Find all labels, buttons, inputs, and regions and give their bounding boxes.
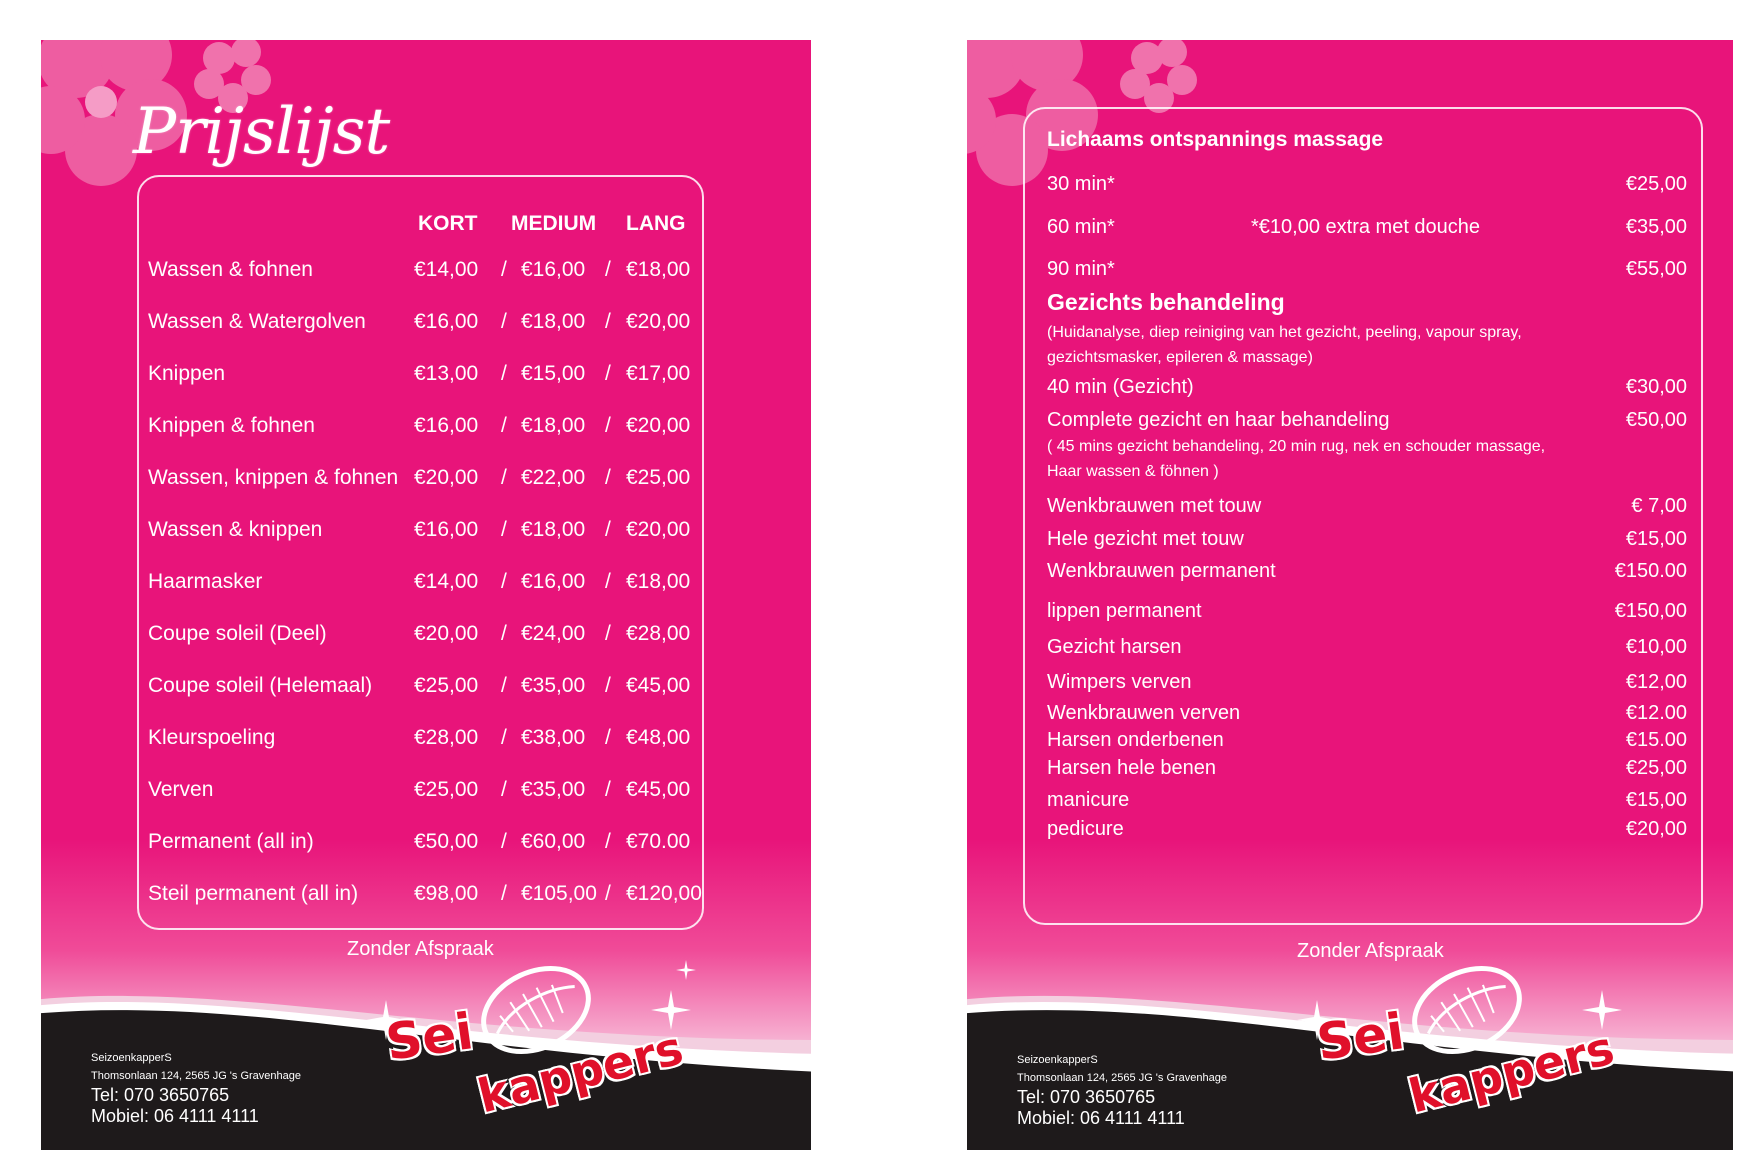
price-kort: €50,00 (414, 830, 479, 853)
price-separator: / (501, 362, 507, 385)
service-item-name: Wenkbrauwen met touw (1047, 495, 1262, 517)
price-medium: €22,00 (521, 466, 586, 489)
price-separator: / (605, 518, 611, 541)
price-row (148, 882, 708, 912)
service-item-name: Wenkbrauwen permanent (1047, 560, 1276, 582)
price-separator: / (605, 622, 611, 645)
service-item-price: €12,00 (1625, 671, 1687, 693)
walk-in-note: Zonder Afspraak (347, 938, 494, 960)
facial-heading: Gezichts behandeling (1047, 289, 1285, 315)
price-separator: / (605, 882, 611, 905)
service-name: Verven (148, 778, 214, 801)
price-medium: €16,00 (521, 570, 586, 593)
service-name: Knippen (148, 362, 226, 385)
price-lang: €20,00 (626, 414, 691, 437)
facial-item-description (1047, 434, 1545, 484)
price-table-frame (137, 175, 704, 930)
facial-item-price: €50,00 (1625, 409, 1687, 431)
contact-block (91, 1052, 301, 1127)
price-kort: €25,00 (414, 778, 479, 801)
logo-word-sei: Sei (1313, 1002, 1408, 1072)
price-separator: / (605, 258, 611, 281)
telephone: Tel: 070 3650765 (1017, 1087, 1156, 1107)
massage-item (1047, 258, 1687, 281)
service-name: Permanent (all in) (148, 830, 314, 853)
price-medium: €35,00 (521, 778, 586, 801)
service-item (1047, 495, 1687, 518)
price-row (148, 570, 708, 600)
price-separator: / (501, 466, 507, 489)
price-kort: €25,00 (414, 674, 479, 697)
facial-description (1047, 320, 1522, 370)
facial-item (1047, 376, 1687, 399)
service-item-name: lippen permanent (1047, 600, 1202, 622)
service-item (1047, 528, 1687, 551)
massage-item (1047, 216, 1687, 239)
facial-description-line: gezichtsmasker, epileren & massage) (1047, 349, 1313, 366)
column-header-lang: LANG (626, 212, 686, 235)
price-kort: €98,00 (414, 882, 479, 905)
price-row (148, 830, 708, 860)
price-separator: / (501, 518, 507, 541)
price-kort: €13,00 (414, 362, 479, 385)
service-item-price: €15.00 (1625, 729, 1687, 751)
service-name: Steil permanent (all in) (148, 882, 359, 905)
price-lang: €70.00 (626, 830, 691, 853)
service-item-price: €25,00 (1625, 757, 1687, 779)
facial-item-description-line: ( 45 mins gezicht behandeling, 20 min rug, nek en schouder massage, (1047, 438, 1546, 455)
price-separator: / (605, 414, 611, 437)
service-item-name: Hele gezicht met touw (1047, 528, 1244, 550)
service-item-name: Wimpers verven (1047, 671, 1192, 693)
price-separator: / (501, 830, 507, 853)
price-row (148, 622, 708, 652)
facial-description-line: (Huidanalyse, diep reiniging van het gezicht, peeling, vapour spray, (1047, 324, 1522, 341)
price-separator: / (501, 726, 507, 749)
service-name: Wassen & knippen (148, 518, 323, 541)
price-separator: / (605, 674, 611, 697)
price-separator: / (605, 466, 611, 489)
facial-item-name: Complete gezicht en haar behandeling (1047, 409, 1390, 431)
service-item (1047, 560, 1687, 583)
service-item-price: €150.00 (1614, 560, 1687, 582)
service-item-name: pedicure (1047, 818, 1124, 840)
price-medium: €24,00 (521, 622, 586, 645)
price-separator: / (501, 778, 507, 801)
massage-item-price: €25,00 (1625, 173, 1687, 195)
price-medium: €15,00 (521, 362, 586, 385)
price-row (148, 362, 708, 392)
service-item-name: Harsen hele benen (1047, 757, 1217, 779)
service-item-name: Gezicht harsen (1047, 636, 1182, 658)
service-name: Coupe soleil (Helemaal) (148, 674, 373, 697)
logo-word-kappers: kappers (1403, 1020, 1620, 1124)
price-medium: €18,00 (521, 310, 586, 333)
price-separator: / (605, 830, 611, 853)
price-lang: €28,00 (626, 622, 691, 645)
service-name: Kleurspoeling (148, 726, 276, 749)
price-separator: / (605, 570, 611, 593)
price-row (148, 466, 708, 496)
service-item (1047, 789, 1687, 812)
price-medium: €18,00 (521, 414, 586, 437)
service-name: Wassen, knippen & fohnen (148, 466, 399, 489)
price-list-page-right (967, 40, 1733, 1150)
page-title: Prijslijst (133, 95, 390, 169)
price-row (148, 258, 708, 288)
price-row (148, 778, 708, 808)
logo-word-sei: Sei (382, 1002, 477, 1072)
service-name: Knippen & fohnen (148, 414, 315, 437)
service-item-price: €12.00 (1625, 702, 1687, 724)
service-item (1047, 818, 1687, 841)
service-item-price: € 7,00 (1631, 495, 1687, 517)
price-lang: €20,00 (626, 518, 691, 541)
mobile-number: Mobiel: 06 4111 4111 (91, 1106, 259, 1126)
price-row (148, 674, 708, 704)
facial-item-description-line: Haar wassen & föhnen ) (1047, 463, 1219, 480)
company-name: SeizoenkapperS (1017, 1054, 1098, 1066)
price-medium: €38,00 (521, 726, 586, 749)
massage-item-name: 60 min* (1047, 216, 1115, 238)
price-lang: €18,00 (626, 570, 691, 593)
massage-item-price: €35,00 (1625, 216, 1687, 238)
price-lang: €18,00 (626, 258, 691, 281)
service-item (1047, 757, 1687, 780)
service-item-price: €15,00 (1625, 789, 1687, 811)
service-item-price: €10,00 (1625, 636, 1687, 658)
service-name: Wassen & Watergolven (148, 310, 366, 333)
massage-item-name: 90 min* (1047, 258, 1115, 280)
service-item-price: €15,00 (1625, 528, 1687, 550)
facial-item-price: €30,00 (1625, 376, 1687, 398)
price-kort: €20,00 (414, 466, 479, 489)
service-item (1047, 702, 1687, 725)
column-header-medium: MEDIUM (511, 212, 597, 235)
price-medium: €105,00 (521, 882, 597, 905)
column-header-kort: KORT (418, 212, 478, 235)
price-separator: / (501, 882, 507, 905)
price-kort: €14,00 (414, 258, 479, 281)
shower-note: *€10,00 extra met douche (1251, 216, 1481, 238)
price-medium: €60,00 (521, 830, 586, 853)
price-row (148, 726, 708, 756)
price-separator: / (501, 622, 507, 645)
price-row (148, 414, 708, 444)
price-kort: €14,00 (414, 570, 479, 593)
price-medium: €16,00 (521, 258, 586, 281)
price-lang: €45,00 (626, 778, 691, 801)
mobile-number: Mobiel: 06 4111 4111 (1017, 1108, 1185, 1128)
massage-heading: Lichaams ontspannings massage (1047, 128, 1384, 151)
price-kort: €16,00 (414, 518, 479, 541)
price-separator: / (605, 726, 611, 749)
walk-in-note: Zonder Afspraak (1297, 940, 1444, 962)
price-lang: €17,00 (626, 362, 691, 385)
address: Thomsonlaan 124, 2565 JG 's Gravenhage (1017, 1072, 1228, 1084)
price-kort: €16,00 (414, 310, 479, 333)
price-kort: €16,00 (414, 414, 479, 437)
massage-item (1047, 173, 1687, 196)
facial-item (1047, 409, 1687, 432)
price-row (148, 518, 708, 548)
price-lang: €20,00 (626, 310, 691, 333)
price-list-page-left (41, 40, 811, 1150)
service-item (1047, 671, 1687, 694)
price-separator: / (501, 310, 507, 333)
company-name: SeizoenkapperS (91, 1052, 172, 1064)
price-lang: €25,00 (626, 466, 691, 489)
price-lang: €48,00 (626, 726, 691, 749)
brand-logo (1297, 960, 1717, 1130)
price-separator: / (501, 414, 507, 437)
service-item-name: Harsen onderbenen (1047, 729, 1224, 751)
brand-logo (366, 960, 786, 1130)
service-item (1047, 636, 1687, 659)
service-item-name: manicure (1047, 789, 1130, 811)
price-kort: €28,00 (414, 726, 479, 749)
service-name: Wassen & fohnen (148, 258, 313, 281)
price-separator: / (501, 258, 507, 281)
price-medium: €35,00 (521, 674, 586, 697)
price-separator: / (501, 570, 507, 593)
massage-item-name: 30 min* (1047, 173, 1115, 195)
logo-word-kappers: kappers (472, 1020, 689, 1124)
price-separator: / (501, 674, 507, 697)
price-kort: €20,00 (414, 622, 479, 645)
facial-item-name: 40 min (Gezicht) (1047, 376, 1194, 398)
service-name: Coupe soleil (Deel) (148, 622, 327, 645)
service-item-price: €20,00 (1625, 818, 1687, 840)
sparkle-icon (676, 960, 696, 980)
service-name: Haarmasker (148, 570, 263, 593)
service-item-name: Wenkbrauwen verven (1047, 702, 1241, 724)
price-separator: / (605, 362, 611, 385)
price-lang: €45,00 (626, 674, 691, 697)
massage-item-price: €55,00 (1625, 258, 1687, 280)
price-row (148, 310, 708, 340)
contact-block (1017, 1054, 1227, 1129)
price-lang: €120,00 (626, 882, 702, 905)
price-separator: / (605, 310, 611, 333)
service-item-price: €150,00 (1614, 600, 1687, 622)
price-medium: €18,00 (521, 518, 586, 541)
telephone: Tel: 070 3650765 (91, 1085, 230, 1105)
service-item (1047, 729, 1687, 752)
service-item (1047, 600, 1687, 623)
price-separator: / (605, 778, 611, 801)
address: Thomsonlaan 124, 2565 JG 's Gravenhage (91, 1070, 302, 1082)
